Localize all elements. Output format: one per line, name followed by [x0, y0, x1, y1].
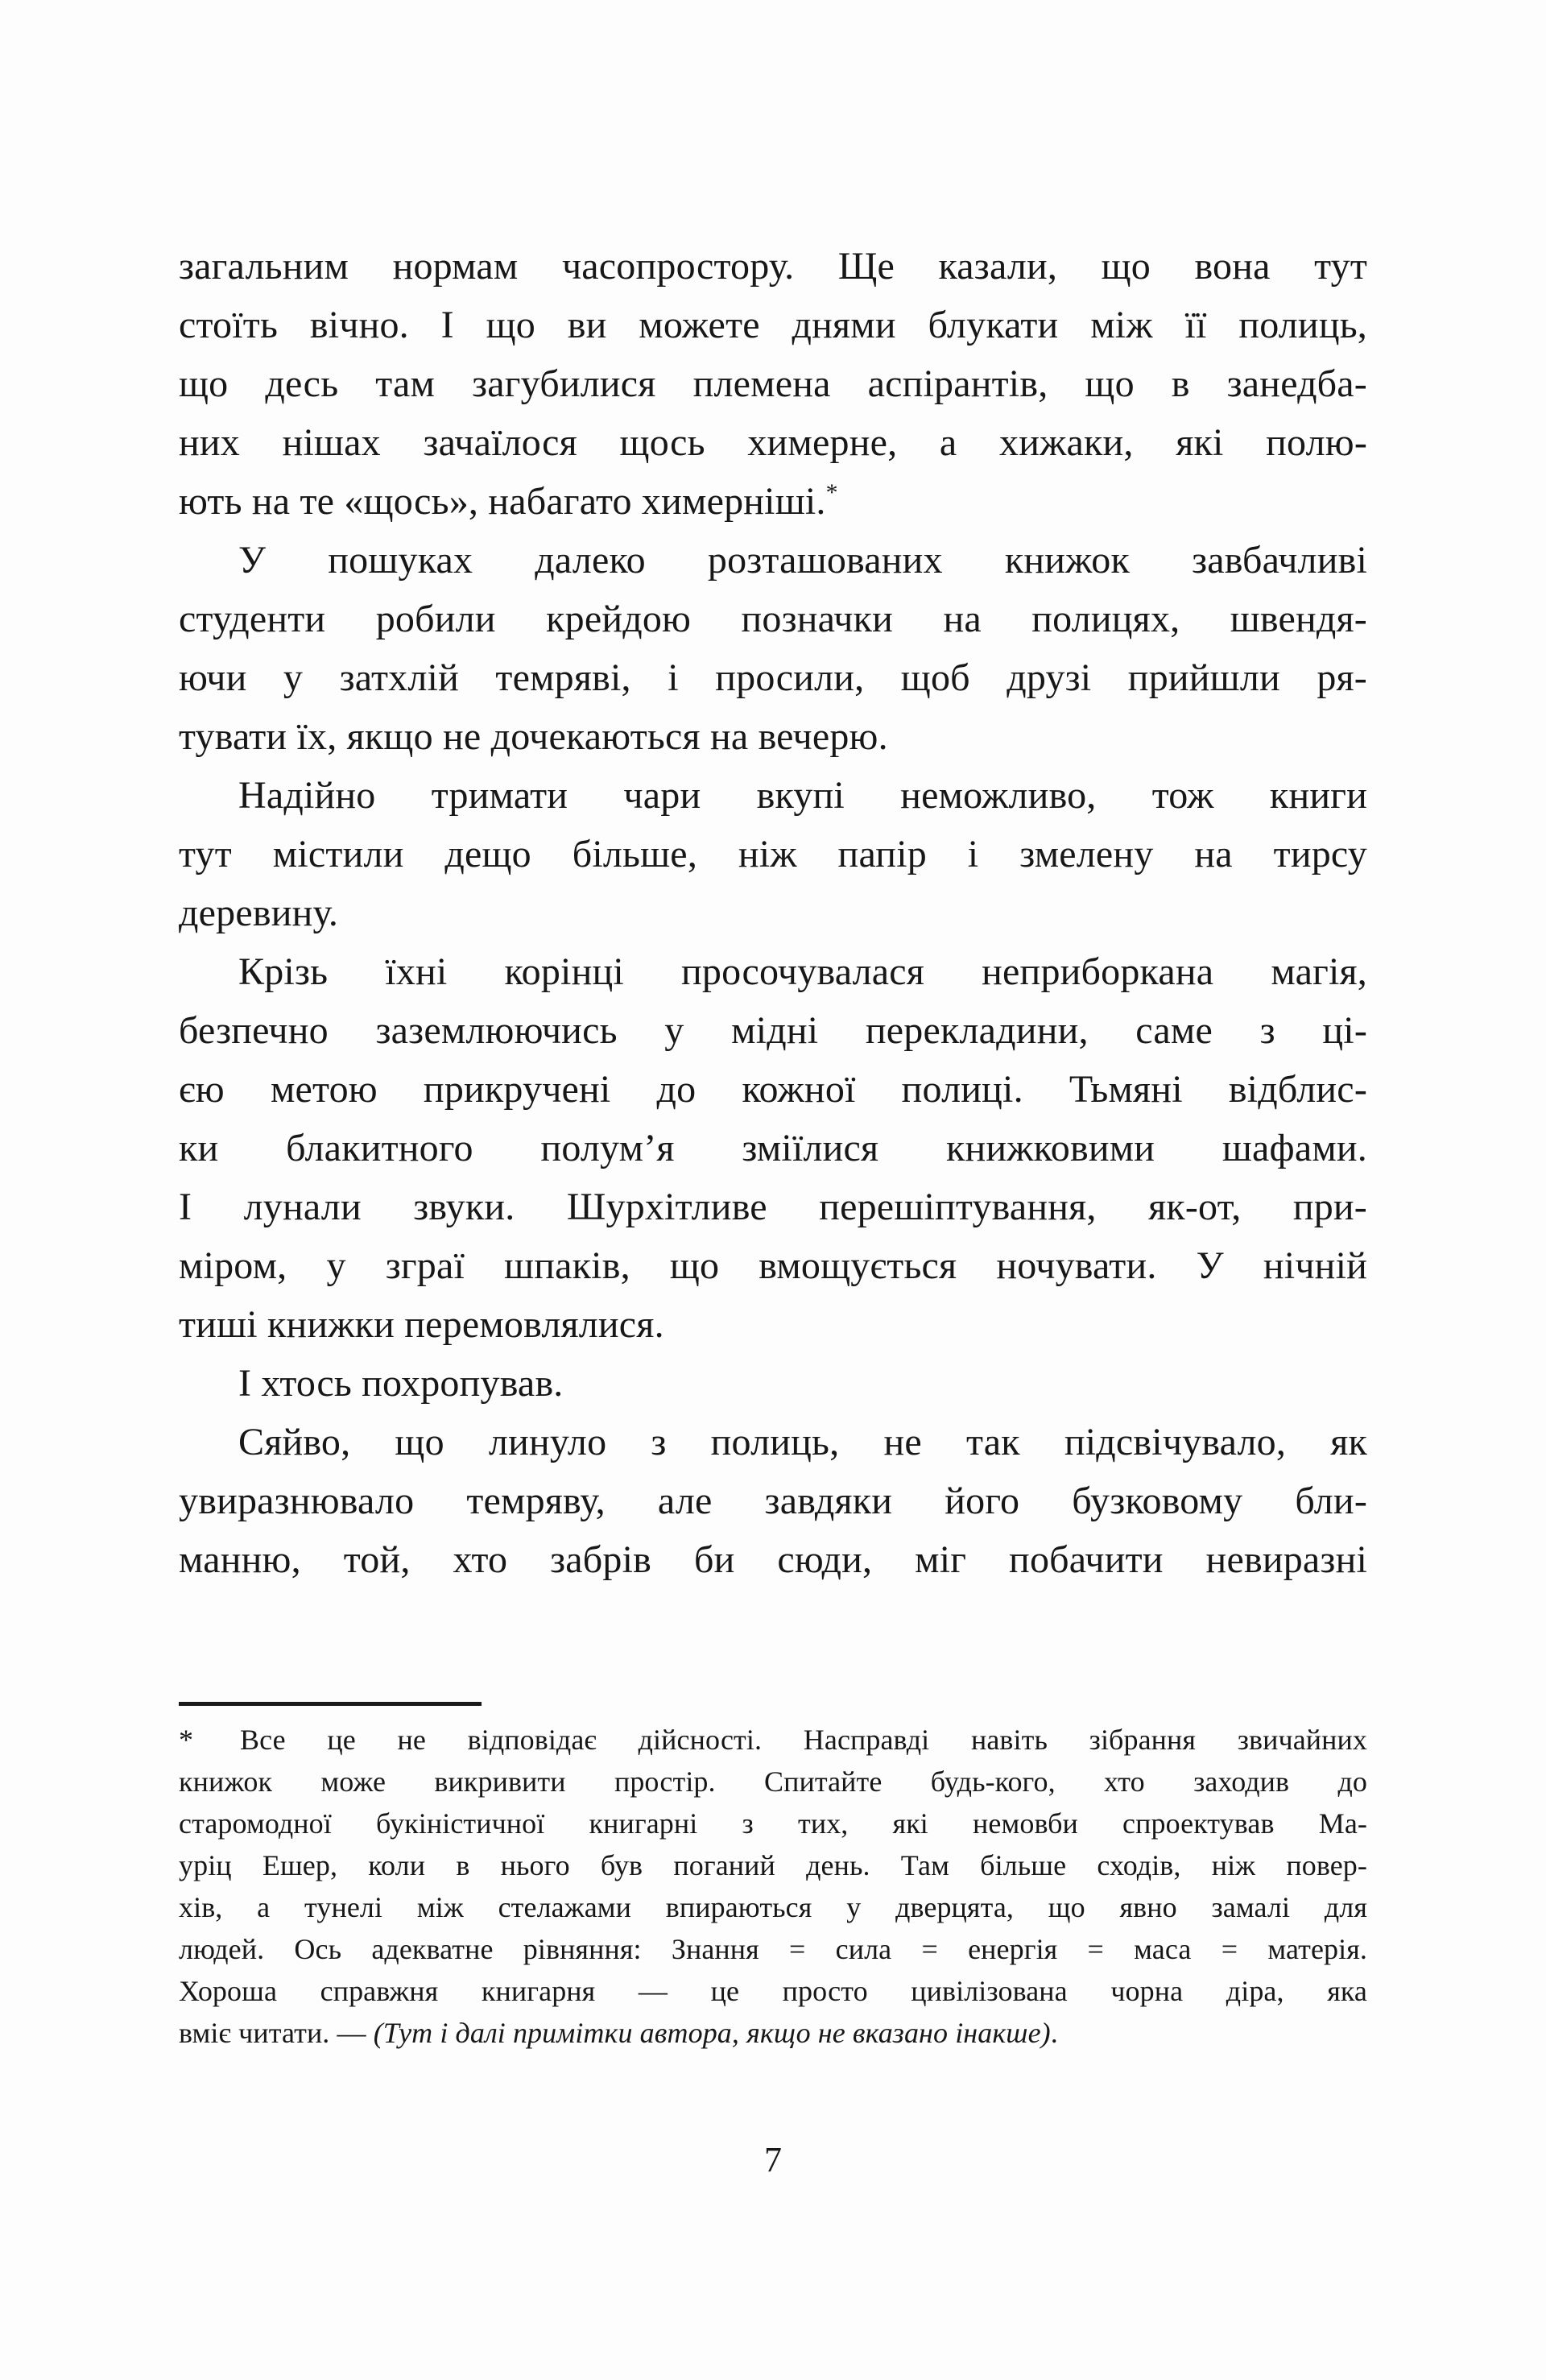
text-segment: ють на те «щось», набагато химерніші.	[179, 480, 826, 523]
body-line	[179, 1119, 1367, 1178]
body-line	[179, 942, 1367, 1001]
footnote-marker-asterisk: *	[179, 1724, 194, 1756]
body-line	[179, 1295, 1367, 1354]
footnote-line	[179, 2012, 1367, 2054]
text-segment: загальним нормам часопростору. Ще казали, що вона тут	[179, 245, 1367, 288]
body-line	[179, 237, 1367, 296]
footnote-line	[179, 1761, 1367, 1803]
body-line	[179, 884, 1367, 942]
text-segment: тувати їх, якщо не дочекаються на вечерю.	[179, 715, 888, 758]
text-segment: міром, у зграї шпаків, що вмощується ночувати. У нічній	[179, 1244, 1367, 1287]
text-segment: студенти робили крейдою позначки на полицях, швендя-	[179, 598, 1367, 640]
text-segment: І хтось похропував.	[238, 1362, 564, 1405]
body-line	[179, 1530, 1367, 1589]
footnote-line	[179, 1719, 1367, 1761]
body-line	[179, 825, 1367, 884]
text-segment: У пошуках далеко розташованих книжок завбачливі	[238, 539, 1367, 582]
text-segment: них нішах зачаїлося щось химерне, а хижаки, які полю-	[179, 421, 1367, 464]
text-segment: стоїть вічно. І що ви можете днями блукати між її полиць,	[179, 304, 1367, 346]
footnote	[179, 1719, 1367, 2054]
body-line	[179, 296, 1367, 354]
text-segment: ки блакитного полум’я зміїлися книжковими шафами.	[179, 1127, 1367, 1169]
body-line	[179, 590, 1367, 648]
text-segment: єю метою прикручені до кожної полиці. Тьмяні відблис-	[179, 1068, 1367, 1111]
text-segment: манню, той, хто забрів би сюди, міг побачити невиразні	[179, 1538, 1367, 1581]
text-segment: хів, а тунелі між стелажами впираються у дверцята, що явно замалі для	[179, 1891, 1367, 1923]
body-line	[179, 1354, 1367, 1413]
body-line	[179, 707, 1367, 766]
text-segment: І лунали звуки. Шурхітливе перешіптування, як-от, при-	[179, 1186, 1367, 1228]
footnote-line	[179, 1928, 1367, 1970]
text-segment: ючи у затхлій темряві, і просили, щоб друзі прийшли ря-	[179, 656, 1367, 699]
text-segment: уріц Ешер, коли в нього був поганий день. Там більше сходів, ніж повер-	[179, 1849, 1367, 1881]
footnote-separator-rule	[179, 1702, 482, 1706]
text-segment: вміє читати. —	[179, 2017, 374, 2049]
text-segment: увиразнювало темряву, але завдяки його бузковому бли-	[179, 1480, 1367, 1522]
text-segment: Крізь їхні корінці просочувалася неприборкана магія,	[238, 950, 1367, 993]
text-segment: деревину.	[179, 892, 339, 934]
page-number: 7	[764, 2140, 782, 2179]
text-segment: безпечно заземлюючись у мідні перекладини, саме з ці-	[179, 1009, 1367, 1052]
text-segment: Все це не відповідає дійсності. Насправді навіть зібрання звичайних	[240, 1724, 1367, 1756]
body-line	[179, 531, 1367, 590]
text-segment: книжок може викривити простір. Спитайте будь-кого, хто заходив до	[179, 1765, 1367, 1798]
body-line	[179, 1178, 1367, 1236]
body-line	[179, 354, 1367, 413]
body-line	[179, 766, 1367, 825]
text-segment: тиші книжки перемовлялися.	[179, 1303, 664, 1346]
text-segment: Сяйво, що линуло з полиць, не так підсвічувало, як	[238, 1421, 1367, 1463]
text-segment: тут містили дещо більше, ніж папір і змелену на тирсу	[179, 833, 1367, 875]
body-line	[179, 1413, 1367, 1471]
text-segment: Надійно тримати чари вкупі неможливо, тож книги	[238, 774, 1367, 817]
body-line	[179, 1001, 1367, 1060]
footnote-italic-note: (Тут і далі примітки автора, якщо не вказано інакше)	[373, 2017, 1051, 2049]
text-segment: що десь там загубилися племена аспірантів, що в занедба-	[179, 362, 1367, 405]
footnote-line	[179, 1970, 1367, 2012]
body-text	[179, 237, 1367, 1589]
text-segment: старомодної букіністичної книгарні з тих, які немовби спроектував Ма-	[179, 1807, 1367, 1840]
text-segment: людей. Ось адекватне рівняння: Знання = сила = енергія = маса = матерія.	[179, 1933, 1367, 1965]
body-line	[179, 648, 1367, 707]
body-line	[179, 1060, 1367, 1119]
body-line	[179, 413, 1367, 472]
footnote-reference-asterisk: *	[825, 479, 838, 506]
footnote-line	[179, 1844, 1367, 1886]
text-segment: .	[1050, 2017, 1058, 2049]
body-line	[179, 472, 1367, 531]
footnote-line	[179, 1803, 1367, 1844]
text-segment: Хороша справжня книгарня — це просто цивілізована чорна діра, яка	[179, 1975, 1367, 2007]
body-line	[179, 1236, 1367, 1295]
footnote-line	[179, 1886, 1367, 1928]
body-line	[179, 1471, 1367, 1530]
